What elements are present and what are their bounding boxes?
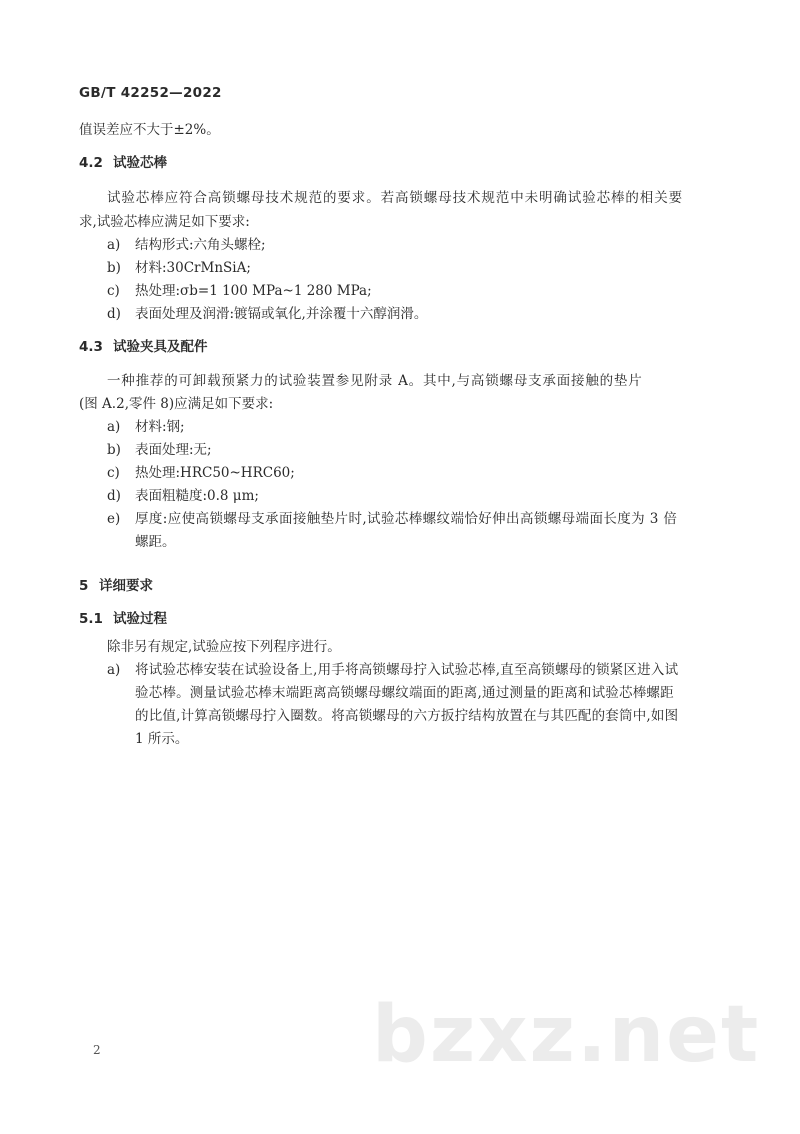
section-number: 4.2 xyxy=(79,155,103,171)
list-marker: a) xyxy=(107,662,121,678)
list-text: 材料:30CrMnSiA; xyxy=(135,260,251,276)
section-number: 5 xyxy=(79,578,89,594)
list-text: 结构形式:六角头螺栓; xyxy=(135,237,266,253)
list-item xyxy=(107,664,678,678)
list-item-continuation: 螺距。 xyxy=(135,534,176,550)
list-item xyxy=(107,239,266,253)
list-marker: e) xyxy=(107,511,121,527)
section-4-3-heading xyxy=(79,341,208,355)
list-marker: b) xyxy=(107,442,121,458)
section-title: 详细要求 xyxy=(99,578,153,594)
list-text: 材料:钢; xyxy=(135,419,185,435)
list-item xyxy=(107,308,427,322)
list-text: 热处理:σb=1 100 MPa~1 280 MPa; xyxy=(135,283,372,299)
list-marker: d) xyxy=(107,488,121,504)
page-number: 2 xyxy=(93,1043,101,1057)
list-text: 表面粗糙度:0.8 μm; xyxy=(135,488,259,504)
list-marker: c) xyxy=(107,283,120,299)
list-marker: a) xyxy=(107,419,121,435)
list-item-continuation: 的比值,计算高锁螺母拧入圈数。将高锁螺母的六方扳拧结构放置在与其匹配的套筒中,如图 xyxy=(135,708,679,724)
section-title: 试验过程 xyxy=(113,611,167,627)
list-text: 表面处理:无; xyxy=(135,442,212,458)
list-item xyxy=(107,490,259,504)
standard-number: GB/T 42252—2022 xyxy=(79,85,222,101)
list-item xyxy=(107,513,677,527)
section-title: 试验芯棒 xyxy=(113,155,167,171)
list-item-continuation: 1 所示。 xyxy=(135,731,189,747)
paragraph-line: 一种推荐的可卸载预紧力的试验装置参见附录 A。其中,与高锁螺母支承面接触的垫片 xyxy=(107,373,643,389)
list-item xyxy=(107,421,185,435)
section-5-1-heading xyxy=(79,613,167,627)
section-4-2-heading xyxy=(79,157,167,171)
list-item xyxy=(107,262,251,276)
list-text: 热处理:HRC50~HRC60; xyxy=(135,465,295,481)
paragraph-line: 试验芯棒应符合高锁螺母技术规范的要求。若高锁螺母技术规范中未明确试验芯棒的相关要 xyxy=(107,190,683,206)
paragraph-line: 求,试验芯棒应满足如下要求: xyxy=(79,214,250,230)
list-text: 表面处理及润滑:镀镉或氧化,并涂覆十六醇润滑。 xyxy=(135,306,428,322)
list-text: 将试验芯棒安装在试验设备上,用手将高锁螺母拧入试验芯棒,直至高锁螺母的锁紧区进入试 xyxy=(135,662,679,678)
section-number: 4.3 xyxy=(79,339,103,355)
section-title: 试验夹具及配件 xyxy=(113,339,208,355)
list-item xyxy=(107,444,212,458)
list-marker: a) xyxy=(107,237,121,253)
list-item xyxy=(107,467,295,481)
list-item-continuation: 验芯棒。测量试验芯棒末端距离高锁螺母螺纹端面的距离,通过测量的距离和试验芯棒螺距 xyxy=(135,685,674,701)
section-number: 5.1 xyxy=(79,611,103,627)
continuation-text: 值误差应不大于±2%。 xyxy=(79,122,220,138)
paragraph-line: 除非另有规定,试验应按下列程序进行。 xyxy=(107,639,341,655)
section-5-heading xyxy=(79,580,153,594)
watermark: bzxz.net xyxy=(372,990,761,1080)
list-marker: b) xyxy=(107,260,121,276)
list-marker: d) xyxy=(107,306,121,322)
paragraph-line: (图 A.2,零件 8)应满足如下要求: xyxy=(79,396,274,412)
list-marker: c) xyxy=(107,465,120,481)
list-item xyxy=(107,285,372,299)
list-text: 厚度:应使高锁螺母支承面接触垫片时,试验芯棒螺纹端恰好伸出高锁螺母端面长度为 3 倍 xyxy=(135,511,678,527)
